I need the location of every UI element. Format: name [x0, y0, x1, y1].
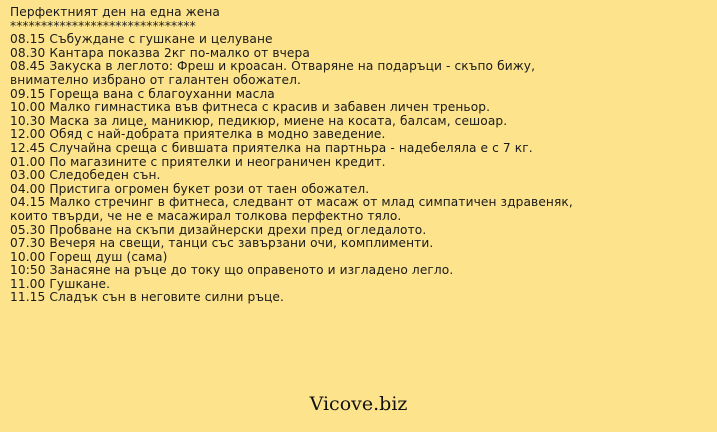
list-item: 04.15 Малко стречинг в фитнеса, следвант от масаж от млад симпатичен здравеняк,: [10, 195, 573, 210]
list-item: 03.00 Следобеден сън.: [10, 168, 161, 183]
divider: ******************************: [10, 18, 196, 33]
page-title: Перфектният ден на една жена: [10, 5, 220, 19]
text-block: [10, 6, 710, 305]
site-watermark: Vicove.biz: [309, 393, 408, 415]
list-item: 11.00 Гушкане.: [10, 276, 111, 291]
list-item: 10.30 Маска за лице, маникюр, педикюр, миене на косата, балсам, сешоар.: [10, 113, 508, 128]
list-item: 09.15 Гореща вана с благоуханни масла: [10, 86, 275, 101]
list-item: 10.00 Малко гимнастика във фитнеса с красив и забавен личен треньор.: [10, 100, 491, 115]
list-item: внимателно избрано от галантен обожател.: [10, 72, 301, 87]
list-item: 12.00 Обяд с най-добрата приятелка в модно заведение.: [10, 127, 386, 142]
list-item: 01.00 По магазините с приятелки и неограничен кредит.: [10, 154, 386, 169]
list-item: които твърди, че не е масажирал толкова перфектно тяло.: [10, 208, 402, 223]
list-item: 04.00 Пристига огромен букет рози от таен обожател.: [10, 181, 370, 196]
list-item: 08.15 Събуждане с гушкане и целуване: [10, 32, 273, 47]
list-item: 10:50 Занасяне на ръце до току що оправеното и изгладено легло.: [10, 263, 454, 278]
list-item: 10.00 Горещ душ (сама): [10, 249, 168, 264]
list-item: 08.30 Кантара показва 2кг по-малко от вчера: [10, 45, 310, 60]
list-item: 07.30 Вечеря на свещи, танци със завързани очи, комплименти.: [10, 236, 434, 251]
list-item: 12.45 Случайна среща с бившата приятелка на партньра - надебеляла е с 7 кг.: [10, 140, 533, 155]
list-item: 05.30 Пробване на скъпи дизайнерски дрехи пред огледалото.: [10, 222, 427, 237]
list-item: 11.15 Сладък сън в неговите силни ръце.: [10, 290, 285, 305]
list-item: 08.45 Закуска в леглото: Фреш и кроасан. Отваряне на подаръци - скъпо бижу,: [10, 59, 536, 74]
